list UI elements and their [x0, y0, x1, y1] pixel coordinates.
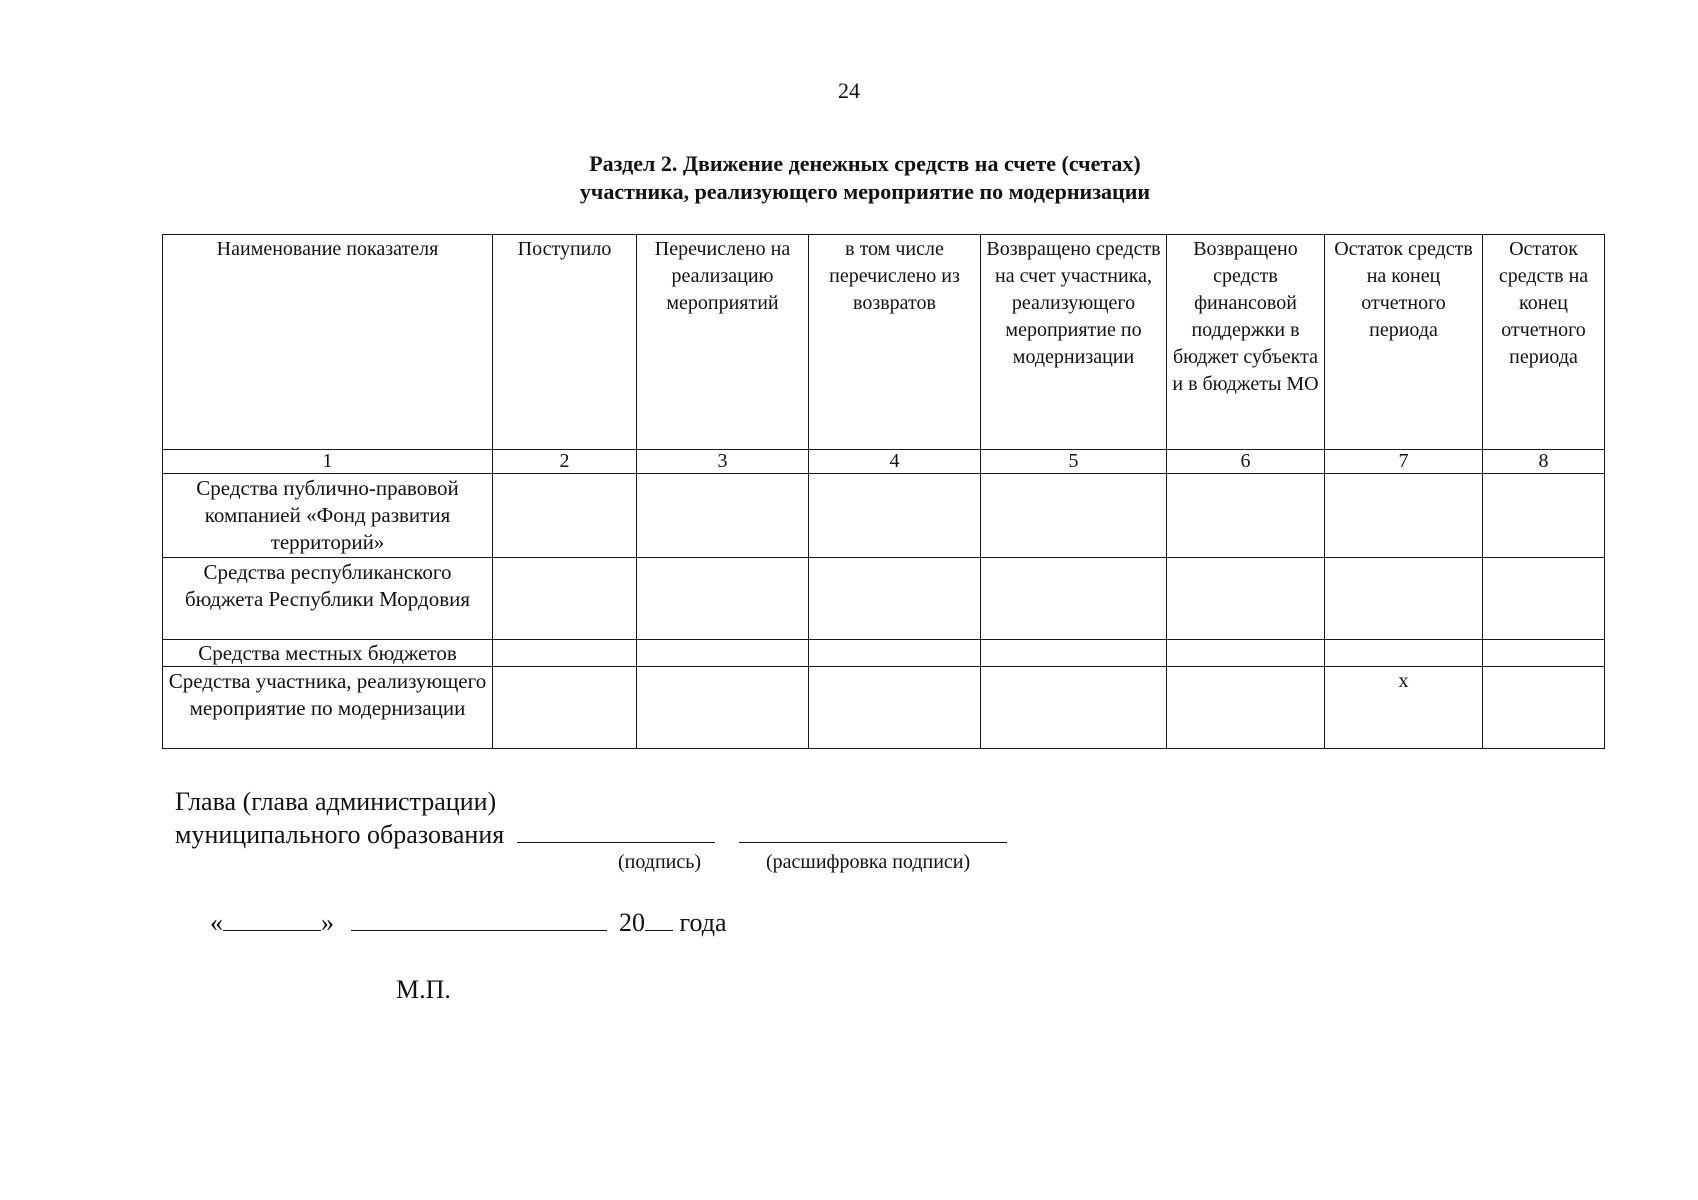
column-number: 3 — [637, 450, 809, 474]
column-header: в том числе перечислено из возвратов — [809, 235, 981, 450]
section-title — [300, 150, 1430, 206]
section-title-line-1: Раздел 2. Движение денежных средств на счете (счетах) — [589, 151, 1141, 176]
table-cell — [1325, 474, 1483, 558]
column-header: Остаток средств на конец отчетного периода — [1483, 235, 1605, 450]
table-cell — [981, 640, 1167, 667]
table-cell — [637, 667, 809, 749]
table-cell — [493, 667, 637, 749]
column-number: 7 — [1325, 450, 1483, 474]
column-number: 6 — [1167, 450, 1325, 474]
column-header: Возвращено средств финансовой поддержки в бюджет субъекта и в бюджеты МО — [1167, 235, 1325, 450]
table-row — [163, 474, 1605, 558]
table-cell — [1167, 640, 1325, 667]
row-label: Средства публично-правовой компанией «Фонд развития территорий» — [163, 474, 493, 558]
table-cell — [493, 558, 637, 640]
row-label: Средства местных бюджетов — [163, 640, 493, 667]
column-header: Поступило — [493, 235, 637, 450]
date-close-quote: » — [321, 908, 334, 937]
table-cell — [809, 558, 981, 640]
table-cell — [981, 474, 1167, 558]
signatory-title-line-2 — [175, 818, 1007, 851]
cash-flow-table — [162, 234, 1605, 749]
signature-block — [175, 785, 1007, 851]
table-cell — [1483, 640, 1605, 667]
table-cell — [981, 667, 1167, 749]
table-cell — [1167, 558, 1325, 640]
row-label: Средства участника, реализующего мероприятие по модернизации — [163, 667, 493, 749]
column-header: Перечислено на реализацию мероприятий — [637, 235, 809, 450]
date-line — [210, 906, 727, 938]
table-cell — [1325, 558, 1483, 640]
signature-decoding-caption: (расшифровка подписи) — [766, 851, 971, 873]
column-number: 8 — [1483, 450, 1605, 474]
signatory-title-line-1: Глава (глава администрации) — [175, 787, 497, 816]
signature-caption: (подпись) — [618, 851, 702, 873]
column-header: Остаток средств на конец отчетного периода — [1325, 235, 1483, 450]
table-row — [163, 640, 1605, 667]
table-cell — [1483, 667, 1605, 749]
day-blank[interactable] — [223, 906, 321, 931]
column-number: 1 — [163, 450, 493, 474]
section-title-line-2: участника, реализующего мероприятие по модернизации — [579, 179, 1151, 204]
table-cell — [809, 474, 981, 558]
table-row — [163, 558, 1605, 640]
column-header: Наименование показателя — [163, 235, 493, 450]
table-cell — [809, 640, 981, 667]
table-row — [163, 667, 1605, 749]
signature-decoding-blank[interactable] — [739, 818, 1007, 843]
table-cell — [1483, 474, 1605, 558]
year-prefix: 20 — [619, 908, 645, 937]
year-blank[interactable] — [645, 906, 673, 931]
month-blank[interactable] — [351, 906, 607, 931]
column-header: Возвращено средств на счет участника, реализующего мероприятие по модернизации — [981, 235, 1167, 450]
table-cell — [1167, 667, 1325, 749]
year-suffix: года — [679, 908, 727, 937]
table-cell — [1325, 640, 1483, 667]
table-cell — [637, 474, 809, 558]
table-header-row — [163, 235, 1605, 450]
table-cell — [493, 474, 637, 558]
table-cell — [637, 640, 809, 667]
row-label: Средства республиканского бюджета Республики Мордовия — [163, 558, 493, 640]
signatory-title-text: муниципального образования — [175, 820, 505, 849]
table-cell — [1167, 474, 1325, 558]
signature-blank[interactable] — [517, 818, 715, 843]
date-open-quote: « — [210, 908, 223, 937]
table-cell — [637, 558, 809, 640]
table-cell — [1483, 558, 1605, 640]
table-cell — [809, 667, 981, 749]
table-cell-marker: x — [1325, 667, 1483, 749]
column-number: 5 — [981, 450, 1167, 474]
column-number: 2 — [493, 450, 637, 474]
column-number-row — [163, 450, 1605, 474]
column-number: 4 — [809, 450, 981, 474]
stamp-label: М.П. — [396, 975, 451, 1004]
table-cell — [493, 640, 637, 667]
page-number: 24 — [838, 78, 860, 103]
table-cell — [981, 558, 1167, 640]
